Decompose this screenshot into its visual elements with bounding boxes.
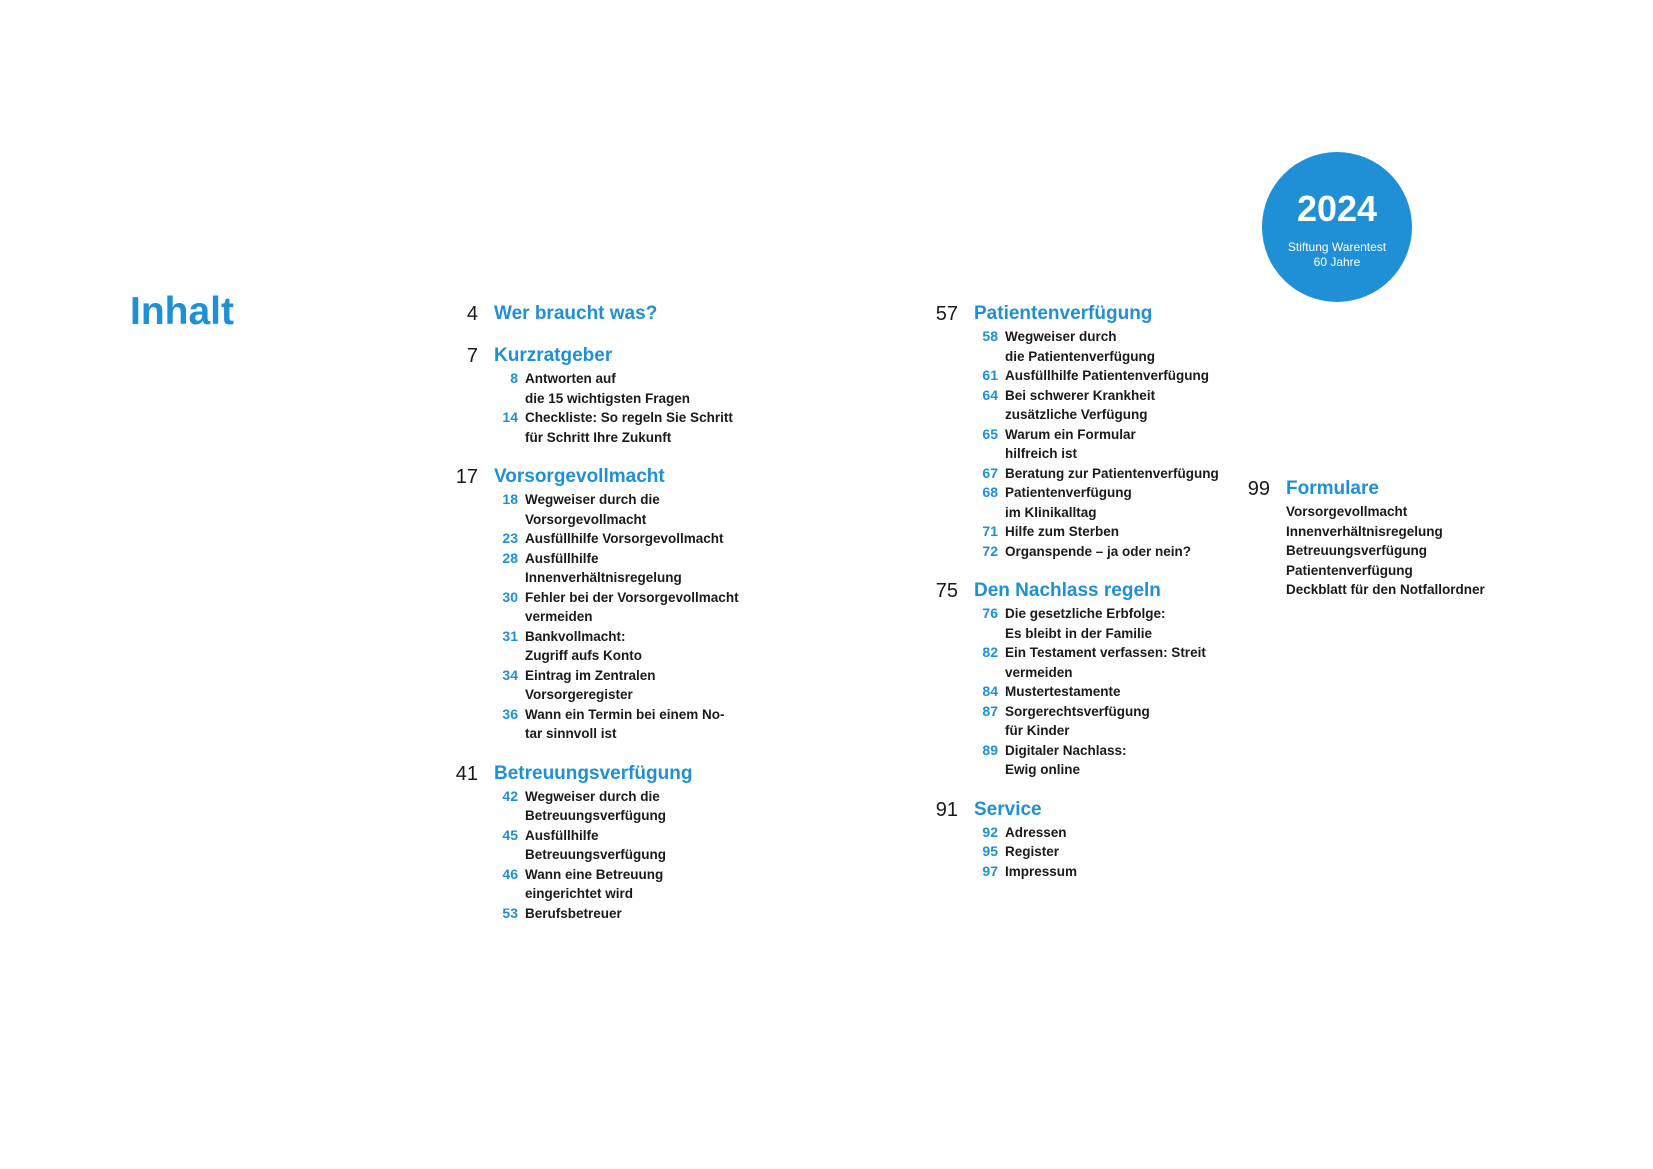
entry-title: Impressum	[1005, 863, 1078, 879]
toc-section-heading[interactable]	[920, 579, 1250, 603]
toc-entry[interactable]	[440, 408, 770, 447]
entry-page-number: 68	[982, 484, 998, 500]
badge-anniversary: 60 Jahre	[1313, 255, 1361, 269]
form-list-item: Betreuungsverfügung	[1286, 543, 1428, 558]
entry-page-number: 28	[502, 549, 518, 566]
entry-page-number: 18	[502, 491, 518, 507]
toc-entry[interactable]	[440, 705, 770, 744]
section-page-number: 41	[455, 762, 478, 785]
section-page-number: 57	[935, 303, 958, 325]
section-title: Service	[974, 798, 1042, 820]
entry-title: Mustertestamente	[1005, 684, 1121, 699]
toc-entry[interactable]	[440, 549, 770, 588]
toc-section	[1232, 477, 1552, 600]
toc-section-heading[interactable]	[440, 302, 770, 326]
page-title: Inhalt	[130, 290, 234, 333]
toc-entry[interactable]	[440, 865, 770, 904]
toc-section	[440, 762, 770, 924]
entry-title: Hilfe zum Sterben	[1005, 524, 1120, 539]
form-list-item: Innenverhältnisregelung	[1286, 523, 1443, 539]
toc-entry[interactable]	[440, 490, 770, 529]
entry-page-number: 34	[502, 666, 518, 683]
section-page-number: 99	[1247, 478, 1270, 500]
toc-entry[interactable]	[440, 787, 770, 826]
toc-entry[interactable]	[920, 702, 1250, 741]
entry-title: Sorgerechtsverfügung für Kinder	[1005, 703, 1150, 738]
section-page-number: 4	[466, 303, 478, 325]
toc-section-heading[interactable]	[920, 798, 1250, 822]
badge-publisher: Stiftung Warentest	[1287, 240, 1387, 254]
toc-entry[interactable]	[920, 327, 1250, 366]
toc-entry[interactable]	[920, 842, 1250, 862]
entry-title: Checkliste: So regeln Sie Schritt für Schritt Ihre Zukunft	[525, 410, 733, 445]
section-title: Betreuungsverfügung	[494, 762, 693, 784]
section-title: Formulare	[1286, 478, 1379, 499]
entry-page-number: 30	[502, 588, 518, 605]
entry-title: Bankvollmacht: Zugriff aufs Konto	[525, 628, 642, 663]
toc-column-2	[920, 302, 1250, 899]
entry-title: Fehler bei der Vorsorgevollmacht vermeiden	[525, 589, 739, 624]
entry-title: Wann ein Termin bei einem No- tar sinnvoll ist	[525, 706, 725, 741]
entry-page-number: 72	[982, 542, 998, 559]
anniversary-badge	[1262, 152, 1412, 302]
form-list-item: Patientenverfügung	[1286, 562, 1413, 578]
toc-entry[interactable]	[440, 904, 770, 924]
section-page-number: 17	[455, 466, 478, 488]
entry-page-number: 76	[982, 605, 998, 621]
entry-page-number: 36	[502, 705, 518, 722]
entry-title: Die gesetzliche Erbfolge: Es bleibt in der Familie	[1005, 606, 1166, 641]
entry-title: Antworten auf die 15 wichtigsten Fragen	[525, 371, 691, 406]
entry-title: Wegweiser durch die Vorsorgevollmacht	[525, 492, 660, 527]
toc-entry[interactable]	[440, 826, 770, 865]
toc-section	[920, 579, 1250, 780]
toc-entry[interactable]	[920, 425, 1250, 464]
entry-title: Ein Testament verfassen: Streit vermeiden	[1005, 645, 1206, 680]
toc-section-heading[interactable]	[440, 465, 770, 489]
toc-entry[interactable]	[920, 386, 1250, 425]
entry-page-number: 61	[982, 367, 998, 383]
entry-page-number: 87	[982, 702, 998, 719]
entry-title: Bei schwerer Krankheit zusätzliche Verfügung	[1005, 387, 1156, 422]
toc-section	[440, 344, 770, 447]
badge-year: 2024	[1296, 188, 1378, 229]
form-list-item: Vorsorgevollmacht	[1286, 504, 1408, 519]
toc-section-heading[interactable]	[1232, 477, 1552, 501]
entry-title: Eintrag im Zentralen Vorsorgeregister	[525, 667, 656, 702]
entry-title: Patientenverfügung im Klinikalltag	[1005, 485, 1132, 520]
entry-title: Adressen	[1005, 824, 1067, 840]
entry-page-number: 71	[982, 523, 998, 539]
toc-entry[interactable]	[920, 823, 1250, 843]
entry-page-number: 64	[982, 386, 998, 403]
toc-entry[interactable]	[920, 682, 1250, 702]
entry-title: Ausfüllhilfe Betreuungsverfügung	[525, 827, 667, 862]
section-title: Patientenverfügung	[974, 303, 1153, 324]
entry-page-number: 67	[982, 464, 998, 481]
entry-page-number: 23	[502, 530, 518, 546]
toc-entry[interactable]	[440, 588, 770, 627]
entry-title: Wann eine Betreuung eingerichtet wird	[525, 866, 664, 901]
toc-column-3	[1232, 477, 1552, 618]
entry-page-number: 84	[982, 683, 998, 699]
section-title: Kurzratgeber	[494, 345, 613, 366]
toc-section-heading[interactable]	[440, 344, 770, 368]
toc-entry[interactable]	[920, 522, 1250, 542]
section-page-number: 91	[935, 798, 958, 821]
toc-entry[interactable]	[920, 741, 1250, 780]
entry-page-number: 58	[982, 328, 998, 344]
entry-page-number: 95	[982, 843, 998, 859]
section-page-number: 7	[466, 345, 478, 367]
entry-page-number: 45	[502, 826, 518, 843]
toc-entry[interactable]	[440, 627, 770, 666]
toc-entry[interactable]	[440, 666, 770, 705]
section-title: Den Nachlass regeln	[974, 580, 1161, 601]
toc-entry[interactable]	[920, 643, 1250, 682]
entry-page-number: 46	[502, 865, 518, 882]
entry-page-number: 53	[502, 904, 518, 921]
toc-entry[interactable]	[920, 464, 1250, 484]
entry-page-number: 31	[502, 627, 518, 644]
entry-page-number: 89	[982, 741, 998, 758]
toc-entry[interactable]	[920, 862, 1250, 882]
form-list-item: Deckblatt für den Notfallordner	[1286, 582, 1485, 597]
entry-title: Digitaler Nachlass: Ewig online	[1005, 742, 1127, 777]
toc-entry[interactable]	[920, 604, 1250, 643]
entry-page-number: 14	[502, 409, 518, 425]
toc-section	[440, 302, 770, 326]
entry-page-number: 97	[982, 862, 998, 879]
entry-title: Register	[1005, 844, 1060, 859]
toc-column-1	[440, 302, 770, 941]
toc-entry[interactable]	[440, 369, 770, 408]
toc-section	[440, 465, 770, 744]
entry-title: Organspende – ja oder nein?	[1005, 543, 1192, 559]
entry-title: Warum ein Formular hilfreich ist	[1005, 426, 1136, 461]
toc-entry[interactable]	[920, 542, 1250, 562]
entry-page-number: 42	[502, 787, 518, 804]
entry-title: Wegweiser durch die Patientenverfügung	[1005, 329, 1156, 364]
entry-title: Ausfüllhilfe Innenverhältnisregelung	[525, 550, 682, 585]
section-page-number: 75	[935, 580, 958, 602]
entry-page-number: 92	[982, 823, 998, 840]
entry-title: Beratung zur Patientenverfügung	[1005, 465, 1219, 481]
toc-section	[920, 302, 1250, 561]
entry-page-number: 82	[982, 644, 998, 660]
section-title: Wer braucht was?	[494, 303, 658, 324]
entry-title: Ausfüllhilfe Vorsorgevollmacht	[525, 531, 724, 546]
toc-entry[interactable]	[920, 483, 1250, 522]
entry-title: Berufsbetreuer	[525, 905, 622, 921]
toc-section-heading[interactable]	[920, 302, 1250, 326]
section-title: Vorsorgevollmacht	[494, 466, 665, 487]
toc-entry[interactable]	[440, 529, 770, 549]
entry-page-number: 65	[982, 425, 998, 442]
entry-title: Ausfüllhilfe Patientenverfügung	[1005, 368, 1210, 383]
entry-title: Wegweiser durch die Betreuungsverfügung	[525, 788, 667, 823]
toc-entry[interactable]	[920, 366, 1250, 386]
toc-section-heading[interactable]	[440, 762, 770, 786]
toc-section	[920, 798, 1250, 882]
entry-page-number: 8	[510, 370, 518, 386]
